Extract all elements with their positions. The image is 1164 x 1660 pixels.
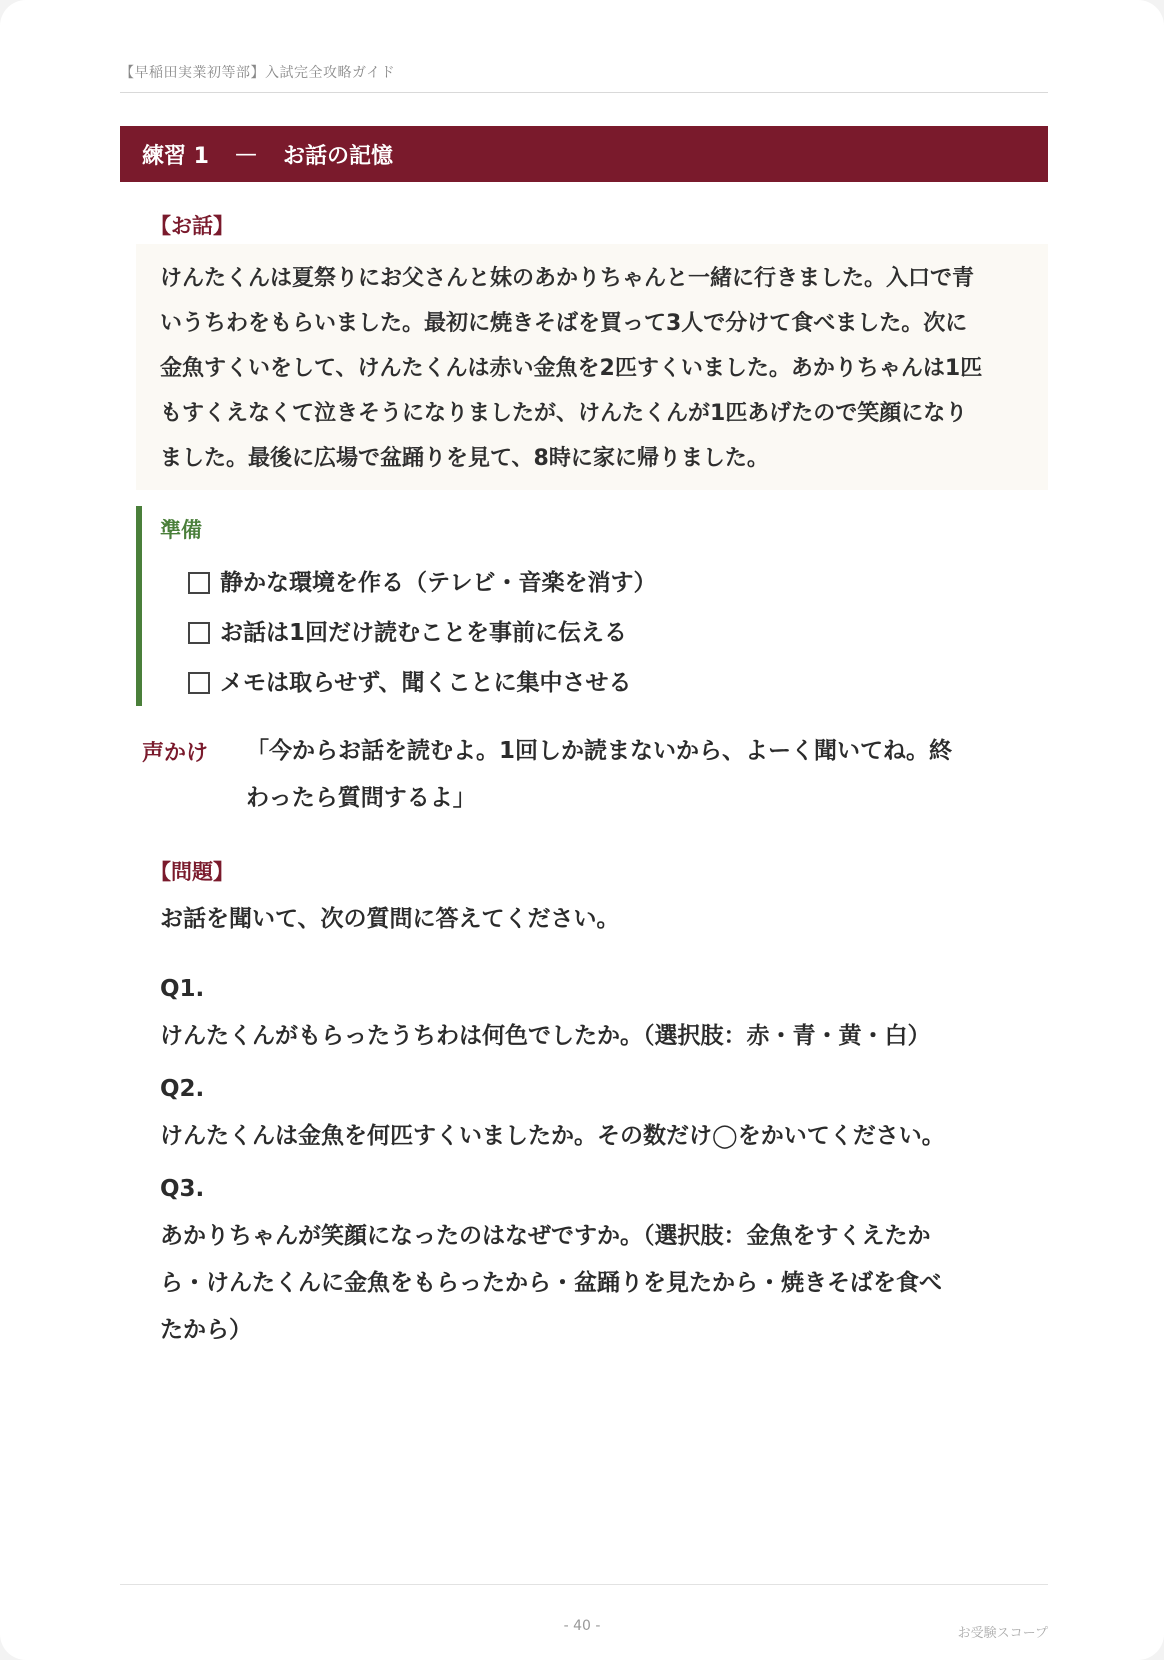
story-line: もすくえなくて泣きそうになりましたが、けんたくんが1匹あげたので笑顔になり xyxy=(160,401,968,426)
questions-intro: お話を聞いて、次の質問に答えてください。 xyxy=(160,906,620,932)
title-dash: — xyxy=(234,141,257,167)
question-line: たから） xyxy=(160,1317,252,1343)
running-header: 【早稲田実業初等部】入試完全攻略ガイド xyxy=(120,65,396,81)
voice-line: わったら質問するよ」 xyxy=(246,785,476,811)
checklist-item-label: 静かな環境を作る（テレビ・音楽を消す） xyxy=(220,570,657,596)
checklist-item-label: メモは取らせず、聞くことに集中させる xyxy=(220,670,632,696)
story-box xyxy=(136,244,1048,490)
preparation-label: 準備 xyxy=(160,518,202,542)
story-line: いうちわをもらいました。最初に焼きそばを買って3人で分けて食べました。次に xyxy=(160,311,968,336)
checklist-item xyxy=(188,608,1036,658)
exercise-title-bar xyxy=(120,126,1048,182)
checkbox-icon[interactable] xyxy=(188,672,210,694)
question-text xyxy=(160,1113,1040,1160)
checklist-item-label: お話は1回だけ読むことを事前に伝える xyxy=(220,620,628,646)
checklist-item xyxy=(188,658,1036,708)
question-line: あかりちゃんが笑顔になったのはなぜですか。（選択肢：金魚をすくえたか xyxy=(160,1223,931,1249)
questions-label: 【問題】 xyxy=(150,860,234,884)
story-line: ました。最後に広場で盆踊りを見て、8時に家に帰りました。 xyxy=(160,446,769,471)
question-line: ら・けんたくんに金魚をもらったから・盆踊りを見たから・焼きそばを食べ xyxy=(160,1270,942,1296)
voice-text xyxy=(248,728,1048,822)
question-number: Q3. xyxy=(160,1176,205,1202)
preparation-block xyxy=(136,506,1036,706)
checkbox-icon[interactable] xyxy=(188,622,210,644)
story-line: けんたくんは夏祭りにお父さんと妹のあかりちゃんと一緒に行きました。入口で青 xyxy=(160,266,975,291)
question-number: Q1. xyxy=(160,976,205,1002)
exercise-title: お話の記憶 xyxy=(282,143,393,169)
voice-line: 「今からお話を読むよ。1回しか読まないから、よーく聞いてね。終 xyxy=(246,738,953,764)
footer-brand: お受験スコープ xyxy=(957,1626,1048,1641)
page-number: - 40 - xyxy=(563,1618,601,1634)
question-line: けんたくんは金魚を何匹すくいましたか。その数だけ◯をかいてください。 xyxy=(160,1123,945,1149)
voice-label: 声かけ xyxy=(142,741,209,766)
footer-divider xyxy=(120,1584,1048,1585)
story-line: 金魚すくいをして、けんたくんは赤い金魚を2匹すくいました。あかりちゃんは1匹 xyxy=(160,356,983,381)
question-line: けんたくんがもらったうちわは何色でしたか。（選択肢：赤・青・黄・白） xyxy=(160,1023,931,1049)
checklist-item xyxy=(188,558,1036,608)
header-divider xyxy=(120,92,1048,93)
checkbox-icon[interactable] xyxy=(188,572,210,594)
question-text xyxy=(160,1213,1040,1354)
exercise-number: 練習 1 xyxy=(142,143,209,169)
story-label: 【お話】 xyxy=(150,214,234,238)
question-text xyxy=(160,1013,1040,1060)
question-number: Q2. xyxy=(160,1076,205,1102)
preparation-checklist xyxy=(160,558,1036,708)
